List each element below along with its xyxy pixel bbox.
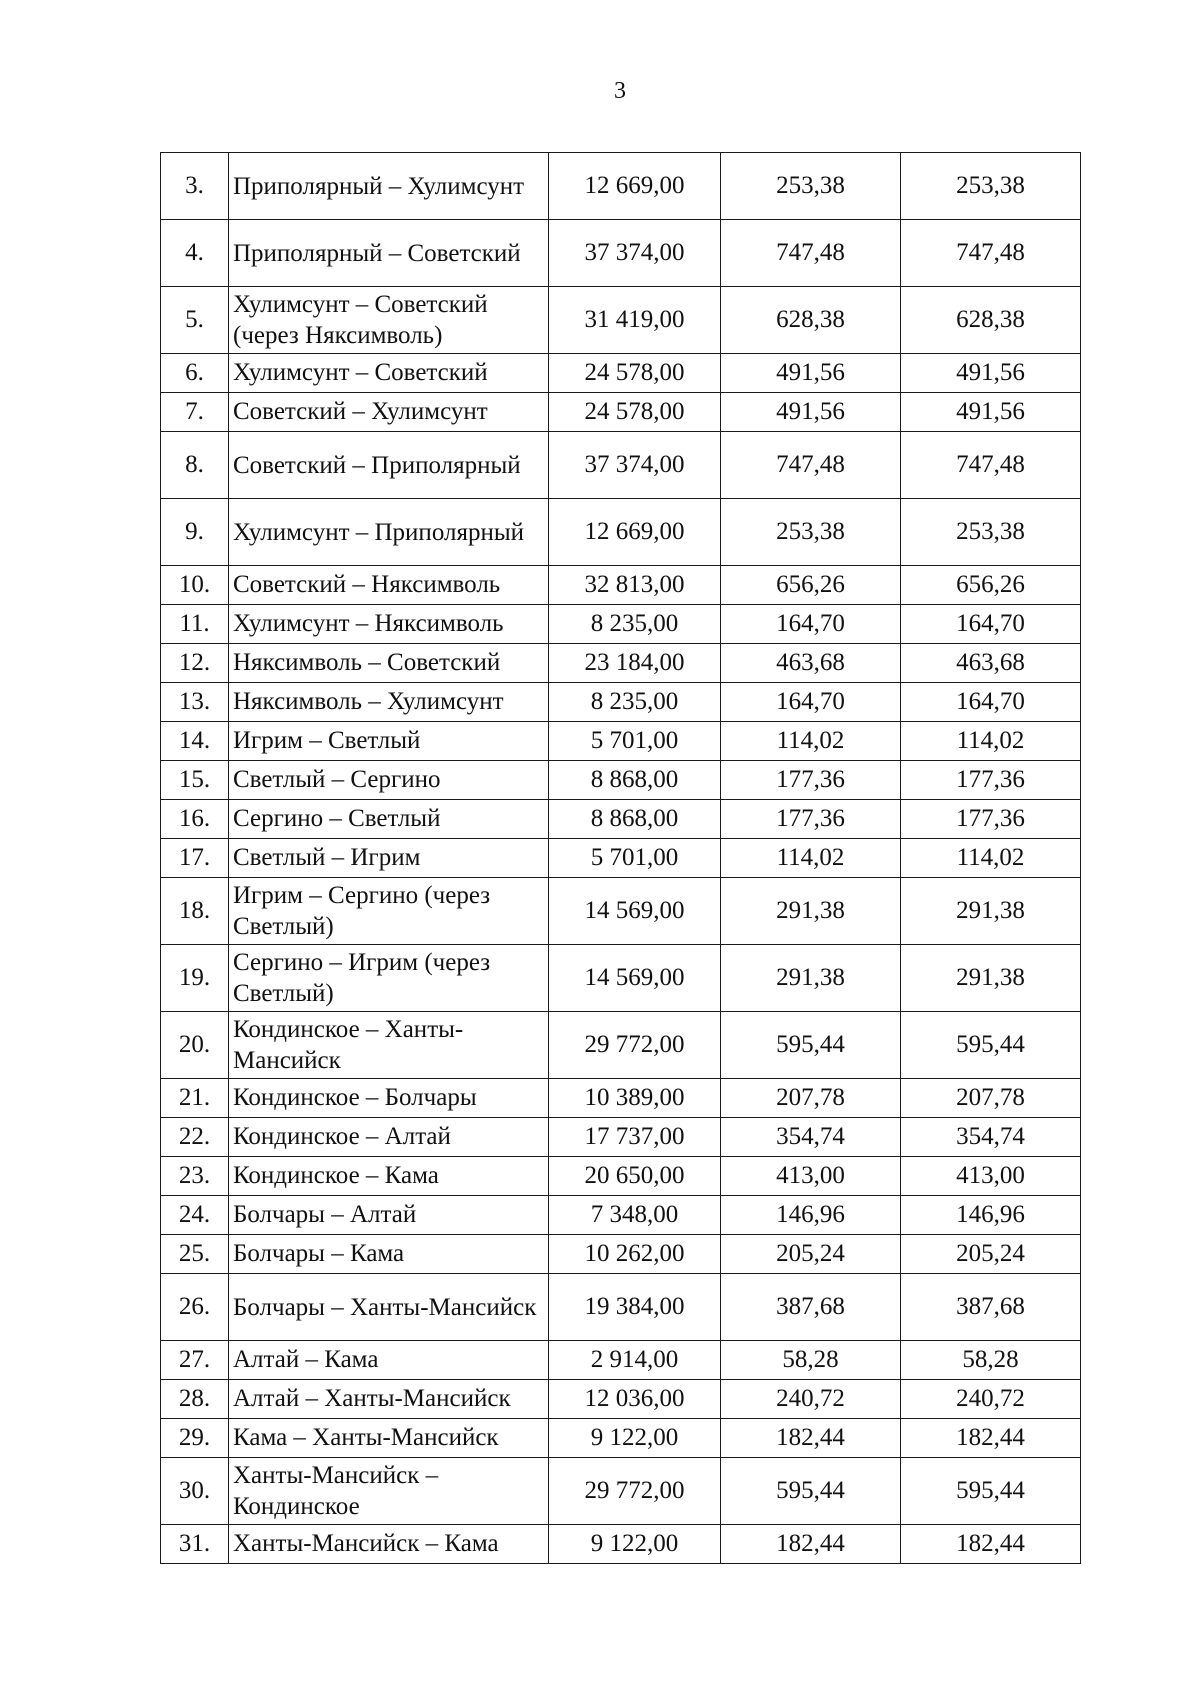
route-name-cell: Приполярный – Хулимсунт	[229, 153, 549, 220]
value-cell-4: 491,56	[901, 354, 1081, 393]
route-table-body	[161, 153, 1081, 1564]
total-value-cell: 29 772,00	[549, 1458, 721, 1525]
value-cell-3: 182,44	[721, 1525, 901, 1564]
route-name-cell: Хулимсунт – Приполярный	[229, 499, 549, 566]
total-value-cell: 14 569,00	[549, 945, 721, 1012]
total-value-cell: 19 384,00	[549, 1274, 721, 1341]
total-value-cell: 8 868,00	[549, 761, 721, 800]
row-number-cell: 24.	[161, 1196, 229, 1235]
route-name-cell: Хулимсунт – Советский	[229, 354, 549, 393]
value-cell-3: 747,48	[721, 220, 901, 287]
value-cell-4: 747,48	[901, 432, 1081, 499]
route-name-cell: Алтай – Ханты-Мансийск	[229, 1380, 549, 1419]
value-cell-3: 291,38	[721, 878, 901, 945]
total-value-cell: 5 701,00	[549, 722, 721, 761]
total-value-cell: 7 348,00	[549, 1196, 721, 1235]
route-table-container	[160, 152, 1080, 1564]
value-cell-3: 656,26	[721, 566, 901, 605]
total-value-cell: 31 419,00	[549, 287, 721, 354]
table-row	[161, 153, 1081, 220]
table-row	[161, 287, 1081, 354]
row-number-cell: 30.	[161, 1458, 229, 1525]
value-cell-4: 656,26	[901, 566, 1081, 605]
row-number-cell: 11.	[161, 605, 229, 644]
route-name-cell: Болчары – Ханты-Мансийск	[229, 1274, 549, 1341]
table-row	[161, 1012, 1081, 1079]
route-name-cell: Ханты-Мансийск – Кама	[229, 1525, 549, 1564]
row-number-cell: 29.	[161, 1419, 229, 1458]
table-row	[161, 878, 1081, 945]
value-cell-3: 114,02	[721, 722, 901, 761]
route-name-cell: Кама – Ханты-Мансийск	[229, 1419, 549, 1458]
route-name-cell: Няксимволь – Хулимсунт	[229, 683, 549, 722]
value-cell-4: 491,56	[901, 393, 1081, 432]
value-cell-3: 182,44	[721, 1419, 901, 1458]
value-cell-3: 491,56	[721, 354, 901, 393]
value-cell-4: 253,38	[901, 153, 1081, 220]
table-row	[161, 1235, 1081, 1274]
value-cell-4: 463,68	[901, 644, 1081, 683]
value-cell-4: 240,72	[901, 1380, 1081, 1419]
row-number-cell: 20.	[161, 1012, 229, 1079]
total-value-cell: 9 122,00	[549, 1525, 721, 1564]
value-cell-4: 177,36	[901, 800, 1081, 839]
route-table	[160, 152, 1081, 1564]
route-name-cell: Хулимсунт – Няксимволь	[229, 605, 549, 644]
value-cell-3: 253,38	[721, 153, 901, 220]
value-cell-4: 114,02	[901, 722, 1081, 761]
total-value-cell: 8 235,00	[549, 683, 721, 722]
route-name-cell: Кондинское – Алтай	[229, 1118, 549, 1157]
value-cell-4: 182,44	[901, 1525, 1081, 1564]
value-cell-3: 253,38	[721, 499, 901, 566]
route-name-cell: Советский – Хулимсунт	[229, 393, 549, 432]
table-row	[161, 761, 1081, 800]
value-cell-3: 240,72	[721, 1380, 901, 1419]
row-number-cell: 26.	[161, 1274, 229, 1341]
value-cell-3: 747,48	[721, 432, 901, 499]
route-name-cell: Сергино – Светлый	[229, 800, 549, 839]
value-cell-4: 164,70	[901, 605, 1081, 644]
value-cell-4: 253,38	[901, 499, 1081, 566]
route-name-cell: Игрим – Сергино (через Светлый)	[229, 878, 549, 945]
row-number-cell: 18.	[161, 878, 229, 945]
value-cell-4: 205,24	[901, 1235, 1081, 1274]
row-number-cell: 8.	[161, 432, 229, 499]
value-cell-3: 177,36	[721, 761, 901, 800]
total-value-cell: 37 374,00	[549, 432, 721, 499]
route-name-cell: Ханты-Мансийск – Кондинское	[229, 1458, 549, 1525]
table-row	[161, 1419, 1081, 1458]
value-cell-3: 164,70	[721, 683, 901, 722]
table-row	[161, 354, 1081, 393]
value-cell-4: 146,96	[901, 1196, 1081, 1235]
row-number-cell: 6.	[161, 354, 229, 393]
table-row	[161, 393, 1081, 432]
value-cell-4: 114,02	[901, 839, 1081, 878]
row-number-cell: 21.	[161, 1079, 229, 1118]
value-cell-3: 205,24	[721, 1235, 901, 1274]
value-cell-3: 58,28	[721, 1341, 901, 1380]
value-cell-3: 628,38	[721, 287, 901, 354]
row-number-cell: 17.	[161, 839, 229, 878]
value-cell-3: 291,38	[721, 945, 901, 1012]
value-cell-4: 747,48	[901, 220, 1081, 287]
total-value-cell: 29 772,00	[549, 1012, 721, 1079]
total-value-cell: 24 578,00	[549, 393, 721, 432]
table-row	[161, 566, 1081, 605]
value-cell-3: 595,44	[721, 1012, 901, 1079]
row-number-cell: 4.	[161, 220, 229, 287]
value-cell-4: 164,70	[901, 683, 1081, 722]
row-number-cell: 27.	[161, 1341, 229, 1380]
value-cell-4: 58,28	[901, 1341, 1081, 1380]
table-row	[161, 1525, 1081, 1564]
total-value-cell: 37 374,00	[549, 220, 721, 287]
route-name-cell: Няксимволь – Советский	[229, 644, 549, 683]
total-value-cell: 12 669,00	[549, 153, 721, 220]
total-value-cell: 8 235,00	[549, 605, 721, 644]
total-value-cell: 5 701,00	[549, 839, 721, 878]
value-cell-3: 354,74	[721, 1118, 901, 1157]
total-value-cell: 10 262,00	[549, 1235, 721, 1274]
row-number-cell: 22.	[161, 1118, 229, 1157]
route-name-cell: Кондинское – Болчары	[229, 1079, 549, 1118]
route-name-cell: Хулимсунт – Советский (через Няксимволь)	[229, 287, 549, 354]
route-name-cell: Советский – Приполярный	[229, 432, 549, 499]
value-cell-3: 387,68	[721, 1274, 901, 1341]
table-row	[161, 432, 1081, 499]
route-name-cell: Игрим – Светлый	[229, 722, 549, 761]
value-cell-4: 413,00	[901, 1157, 1081, 1196]
row-number-cell: 5.	[161, 287, 229, 354]
total-value-cell: 24 578,00	[549, 354, 721, 393]
value-cell-3: 114,02	[721, 839, 901, 878]
route-name-cell: Приполярный – Советский	[229, 220, 549, 287]
total-value-cell: 32 813,00	[549, 566, 721, 605]
row-number-cell: 23.	[161, 1157, 229, 1196]
table-row	[161, 1380, 1081, 1419]
value-cell-4: 291,38	[901, 878, 1081, 945]
total-value-cell: 17 737,00	[549, 1118, 721, 1157]
value-cell-3: 177,36	[721, 800, 901, 839]
page-number: 3	[614, 78, 626, 104]
route-name-cell: Болчары – Алтай	[229, 1196, 549, 1235]
value-cell-4: 354,74	[901, 1118, 1081, 1157]
table-row	[161, 644, 1081, 683]
value-cell-4: 291,38	[901, 945, 1081, 1012]
value-cell-4: 177,36	[901, 761, 1081, 800]
table-row	[161, 220, 1081, 287]
table-row	[161, 683, 1081, 722]
value-cell-4: 182,44	[901, 1419, 1081, 1458]
row-number-cell: 28.	[161, 1380, 229, 1419]
route-name-cell: Кондинское – Ханты-Мансийск	[229, 1012, 549, 1079]
row-number-cell: 9.	[161, 499, 229, 566]
value-cell-3: 146,96	[721, 1196, 901, 1235]
value-cell-3: 207,78	[721, 1079, 901, 1118]
total-value-cell: 8 868,00	[549, 800, 721, 839]
route-name-cell: Советский – Няксимволь	[229, 566, 549, 605]
row-number-cell: 31.	[161, 1525, 229, 1564]
row-number-cell: 14.	[161, 722, 229, 761]
total-value-cell: 12 036,00	[549, 1380, 721, 1419]
table-row	[161, 1157, 1081, 1196]
row-number-cell: 15.	[161, 761, 229, 800]
table-row	[161, 1118, 1081, 1157]
total-value-cell: 10 389,00	[549, 1079, 721, 1118]
value-cell-4: 628,38	[901, 287, 1081, 354]
value-cell-3: 595,44	[721, 1458, 901, 1525]
total-value-cell: 12 669,00	[549, 499, 721, 566]
table-row	[161, 1458, 1081, 1525]
table-row	[161, 605, 1081, 644]
value-cell-3: 413,00	[721, 1157, 901, 1196]
row-number-cell: 3.	[161, 153, 229, 220]
route-name-cell: Алтай – Кама	[229, 1341, 549, 1380]
value-cell-3: 463,68	[721, 644, 901, 683]
total-value-cell: 14 569,00	[549, 878, 721, 945]
route-name-cell: Болчары – Кама	[229, 1235, 549, 1274]
route-name-cell: Сергино – Игрим (через Светлый)	[229, 945, 549, 1012]
table-row	[161, 945, 1081, 1012]
value-cell-3: 164,70	[721, 605, 901, 644]
value-cell-3: 491,56	[721, 393, 901, 432]
total-value-cell: 2 914,00	[549, 1341, 721, 1380]
value-cell-4: 387,68	[901, 1274, 1081, 1341]
table-row	[161, 1274, 1081, 1341]
row-number-cell: 25.	[161, 1235, 229, 1274]
total-value-cell: 9 122,00	[549, 1419, 721, 1458]
table-row	[161, 800, 1081, 839]
row-number-cell: 19.	[161, 945, 229, 1012]
table-row	[161, 1196, 1081, 1235]
route-name-cell: Светлый – Сергино	[229, 761, 549, 800]
row-number-cell: 12.	[161, 644, 229, 683]
table-row	[161, 722, 1081, 761]
route-name-cell: Светлый – Игрим	[229, 839, 549, 878]
row-number-cell: 13.	[161, 683, 229, 722]
value-cell-4: 595,44	[901, 1458, 1081, 1525]
value-cell-4: 207,78	[901, 1079, 1081, 1118]
table-row	[161, 1341, 1081, 1380]
total-value-cell: 23 184,00	[549, 644, 721, 683]
row-number-cell: 10.	[161, 566, 229, 605]
row-number-cell: 7.	[161, 393, 229, 432]
route-name-cell: Кондинское – Кама	[229, 1157, 549, 1196]
table-row	[161, 1079, 1081, 1118]
table-row	[161, 499, 1081, 566]
value-cell-4: 595,44	[901, 1012, 1081, 1079]
row-number-cell: 16.	[161, 800, 229, 839]
table-row	[161, 839, 1081, 878]
total-value-cell: 20 650,00	[549, 1157, 721, 1196]
